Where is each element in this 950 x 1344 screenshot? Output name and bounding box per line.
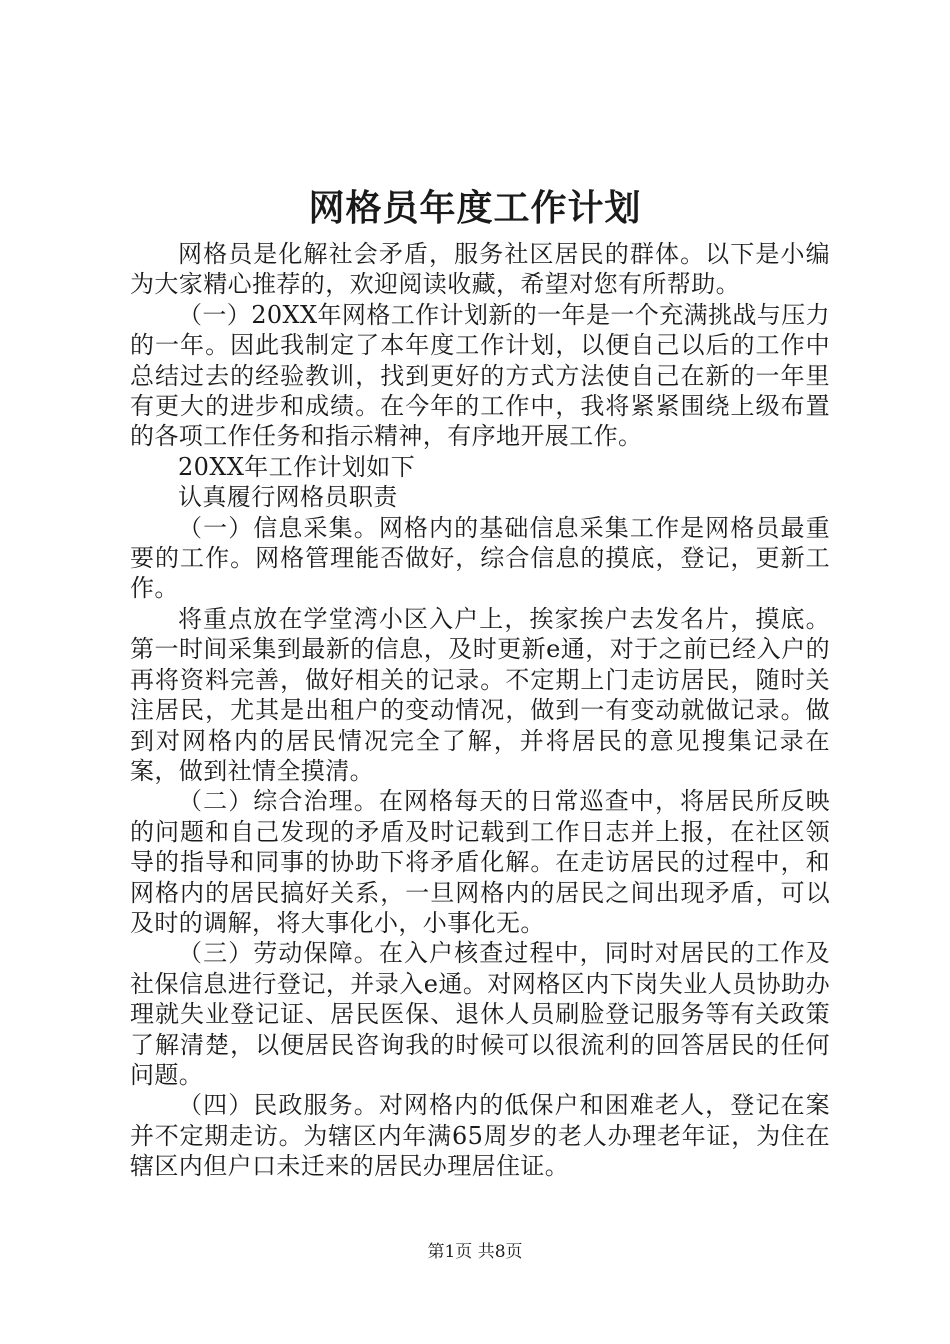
document-body: [130, 239, 830, 1182]
paragraph-household-visits: 将重点放在学堂湾小区入户上，挨家挨户去发名片，摸底。第一时间采集到最新的信息，及时更新e通，对于之前已经入户的再将资料完善，做好相关的记录。不定期上门走访居民，随时关注居民，尤其是出租户的变动情况，做到一有变动就做记录。做到对网格内的居民情况完全了解，并将居民的意见搜集记录在案，做到社情全摸清。: [130, 604, 830, 785]
page-number-footer: 第1页 共8页: [427, 1242, 523, 1262]
paragraph-comprehensive-governance: （二）综合治理。在网格每天的日常巡查中，将居民所反映的问题和自己发现的矛盾及时记载到工作日志并上报，在社区领导的指导和同事的协助下将矛盾化解。在走访居民的过程中，和网格内的居民搞好关系，一旦网格内的居民之间出现矛盾，可以及时的调解，将大事化小，小事化无。: [130, 787, 830, 937]
paragraph-civil-affairs: （四）民政服务。对网格内的低保户和困难老人，登记在案并不定期走访。为辖区内年满65周岁的老人办理老年证，为住在辖区内但户口未迁来的居民办理居住证。: [130, 1091, 830, 1181]
paragraph-intro: 网格员是化解社会矛盾，服务社区居民的群体。以下是小编为大家精心推荐的，欢迎阅读收藏，希望对您有所帮助。: [130, 240, 830, 299]
paragraph-info-collection: （一）信息采集。网格内的基础信息采集工作是网格员最重要的工作。网格管理能否做好，综合信息的摸底，登记，更新工作。: [130, 513, 830, 603]
paragraph-plan-heading: 20XX年工作计划如下: [178, 452, 416, 481]
paragraph-duty-heading: 认真履行网格员职责: [178, 483, 398, 512]
document-title: 网格员年度工作计划: [308, 187, 642, 229]
paragraph-plan-overview: （一）20XX年网格工作计划新的一年是一个充满挑战与压力的一年。因此我制定了本年度工作计划，以便自己以后的工作中总结过去的经验教训，找到更好的方式方法使自己在新的一年里有更大的进步和成绩。在今年的工作中，我将紧紧围绕上级布置的各项工作任务和指示精神，有序地开展工作。: [130, 300, 830, 451]
paragraph-labor-security: （三）劳动保障。在入户核查过程中，同时对居民的工作及社保信息进行登记，并录入e通。对网格区内下岗失业人员协助办理就失业登记证、居民医保、退休人员刷脸登记服务等有关政策了解清楚，以便居民咨询我的时候可以很流利的回答居民的任何问题。: [130, 939, 830, 1089]
